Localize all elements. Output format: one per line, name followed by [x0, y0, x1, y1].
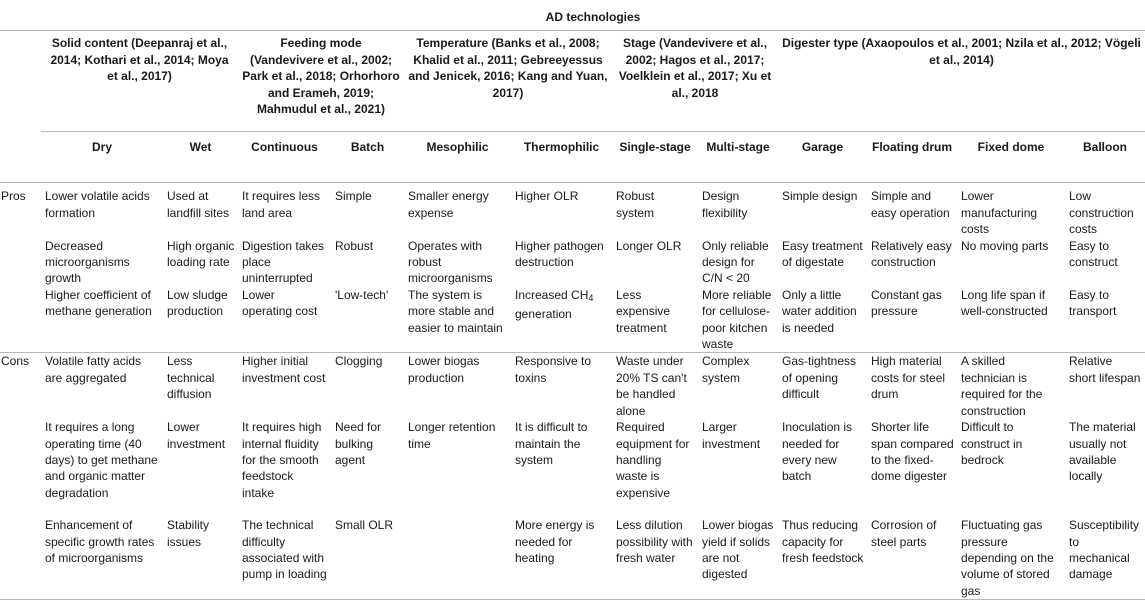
table-cell: Higher pathogen destruction — [515, 238, 604, 270]
subheader-multi-stage: Multi-stage — [698, 132, 778, 183]
table-cell: Lower volatile acids formation — [45, 189, 150, 220]
table-cell: Corrosion of steel parts — [867, 517, 957, 600]
table-cell: Easy to transport — [1069, 287, 1117, 319]
table-cell: Clogging — [331, 353, 404, 419]
table-cell: Used at landfill sites — [167, 189, 230, 220]
group-header-solid-content: Solid content (Deepanraj et al., 2014; Kothari et al., 2014; Moya et al., 2017) — [41, 31, 238, 132]
table-cell: Fluctuating gas pressure depending on the volume of stored gas — [957, 517, 1065, 600]
subheader-balloon: Balloon — [1065, 132, 1145, 183]
table-cell: High material costs for steel drum — [867, 353, 957, 419]
subheader-fixed-dome: Fixed dome — [957, 132, 1065, 183]
table-cell: Decreased microorganisms growth — [45, 238, 130, 286]
table-cell: The technical difficulty associated with pump in loading — [238, 517, 331, 600]
group-header-temperature: Temperature (Banks et al., 2008; Khalid et al., 2011; Gebreeyessus and Jenicek, 2016; Kang and Yuan, 2017) — [404, 31, 612, 132]
row-label-empty — [0, 287, 41, 353]
table-cell: Higher coefficient of methane generation — [45, 287, 152, 319]
corner-cell — [0, 0, 41, 31]
table-cell: Higher OLR — [515, 189, 579, 204]
table-cell: Robust — [335, 238, 374, 253]
subheader-mesophilic: Mesophilic — [404, 132, 511, 183]
table-cell: Simple — [335, 189, 372, 204]
table-cell: A skilled technician is required for the construction — [957, 353, 1065, 419]
table-cell: Need for bulking agent — [335, 420, 382, 467]
corner-cell — [0, 132, 41, 183]
cons-row — [0, 419, 1145, 517]
table-cell: Constant gas pressure — [871, 287, 942, 319]
table-cell: It requires less land area — [242, 189, 321, 220]
row-label-empty — [0, 238, 41, 287]
table-cell: Complex system — [698, 353, 778, 419]
table-cell: Longer retention time — [408, 420, 496, 451]
cons-row — [0, 517, 1145, 600]
table-cell: 'Low-tech' — [335, 287, 389, 302]
table-cell: Lower investment — [167, 420, 226, 451]
subheader-dry: Dry — [41, 132, 163, 183]
table-cell-ch4: Increased CH4 generation — [515, 287, 594, 322]
table-cell: Simple and easy operation — [871, 189, 950, 220]
table-cell: Low sludge production — [167, 287, 228, 319]
table-cell: Susceptibility to mechanical damage — [1065, 517, 1145, 600]
table-cell: Lower biogas production — [404, 353, 511, 419]
group-header-feeding-mode: Feeding mode (Vandevivere et al., 2002; Park et al., 2018; Orhorhoro and Erameh, 2019; Mahmudul et al., 2021) — [238, 31, 404, 132]
table-cell: Lower operating cost — [242, 287, 318, 319]
subheader-row — [0, 132, 1145, 183]
table-cell: Higher initial investment cost — [238, 353, 331, 419]
table-cell: Smaller energy expense — [408, 189, 489, 220]
table-cell: Lower manufacturing costs — [961, 189, 1038, 237]
pros-row — [0, 183, 1145, 238]
table-cell: Difficult to construct in bedrock — [961, 420, 1023, 467]
table-cell: Small OLR — [331, 517, 404, 600]
row-label-empty — [0, 517, 41, 600]
table-cell: Only a little water addition is needed — [782, 287, 857, 335]
subheader-single-stage: Single-stage — [612, 132, 698, 183]
subheader-thermophilic: Thermophilic — [511, 132, 612, 183]
table-cell: Stability issues — [163, 517, 238, 600]
table-cell: Operates with robust microorganisms — [408, 238, 493, 286]
table-cell: No moving parts — [961, 238, 1049, 253]
table-cell: Volatile fatty acids are aggregated — [41, 353, 163, 419]
table-cell: Only reliable design for C/N < 20 — [702, 238, 769, 286]
table-cell: Less expensive treatment — [616, 287, 671, 335]
table-cell: Waste under 20% TS can't be handled alone — [612, 353, 698, 419]
table-cell: Longer OLR — [616, 238, 682, 253]
subscript-4: 4 — [588, 292, 594, 303]
row-label-empty — [0, 419, 41, 517]
table-cell: High organic loading rate — [167, 238, 235, 270]
table-cell: Low construction costs — [1069, 189, 1134, 237]
subheader-wet: Wet — [163, 132, 238, 183]
table-cell: Digestion takes place uninterrupted — [242, 238, 325, 286]
table-cell: Easy to construct — [1069, 238, 1118, 270]
table-cell: The system is more stable and easier to maintain — [408, 287, 503, 335]
corner-cell — [0, 31, 41, 132]
table-cell: It is difficult to maintain the system — [515, 420, 588, 467]
subheader-batch: Batch — [331, 132, 404, 183]
table-cell: It requires high internal fluidity for the smooth feedstock intake — [242, 420, 322, 500]
subheader-floating-drum: Floating drum — [867, 132, 957, 183]
table-cell: More reliable for cellulose-poor kitchen waste — [702, 287, 772, 352]
table-title: AD technologies — [41, 0, 1145, 31]
table-cell: It requires a long operating time (40 days) to get methane and organic matter degradation — [45, 420, 158, 500]
cons-row — [0, 353, 1145, 419]
table-cell: Inoculation is needed for every new batch — [782, 420, 853, 484]
table-cell: Relative short lifespan — [1065, 353, 1145, 419]
subheader-garage: Garage — [778, 132, 867, 183]
row-label-cons: Cons — [0, 353, 41, 419]
subheader-continuous: Continuous — [238, 132, 331, 183]
row-label-pros: Pros — [1, 189, 26, 204]
table-cell: Robust system — [616, 189, 655, 220]
table-cell: Shorter life span compared to the fixed-dome digester — [871, 420, 954, 484]
table-cell: Larger investment — [702, 420, 761, 451]
table-cell: Easy treatment of digestate — [782, 238, 863, 270]
table-cell: Less dilution possibility with fresh water — [612, 517, 698, 600]
table-cell: Thus reducing capacity for fresh feedstock — [778, 517, 867, 600]
table-cell: The material usually not available locally — [1069, 420, 1136, 484]
group-header-row — [0, 31, 1145, 132]
pros-row — [0, 238, 1145, 287]
table-cell: Relatively easy construction — [871, 238, 952, 270]
table-cell: Enhancement of specific growth rates of microorganisms — [41, 517, 163, 600]
pros-row — [0, 287, 1145, 353]
table-cell: Less technical diffusion — [163, 353, 238, 419]
table-cell: Simple design — [782, 189, 858, 204]
group-header-digester-type: Digester type (Axaopoulos et al., 2001; Nzila et al., 2012; Vögeli et al., 2014) — [778, 31, 1145, 132]
group-header-stage: Stage (Vandevivere et al., 2002; Hagos et al., 2017; Voelklein et al., 2017; Xu et al., 2018 — [612, 31, 778, 132]
table-cell: Required equipment for handling waste is expensive — [616, 420, 690, 500]
table-cell: Lower biogas yield if solids are not digested — [698, 517, 778, 600]
title-row — [0, 0, 1145, 31]
table-cell: Responsive to toxins — [511, 353, 612, 419]
table-cell — [404, 517, 511, 600]
table-cell: Design flexibility — [702, 189, 748, 220]
table-cell: Gas-tightness of opening difficult — [778, 353, 867, 419]
table-cell: Long life span if well-constructed — [961, 287, 1048, 319]
table-cell: More energy is needed for heating — [511, 517, 612, 600]
